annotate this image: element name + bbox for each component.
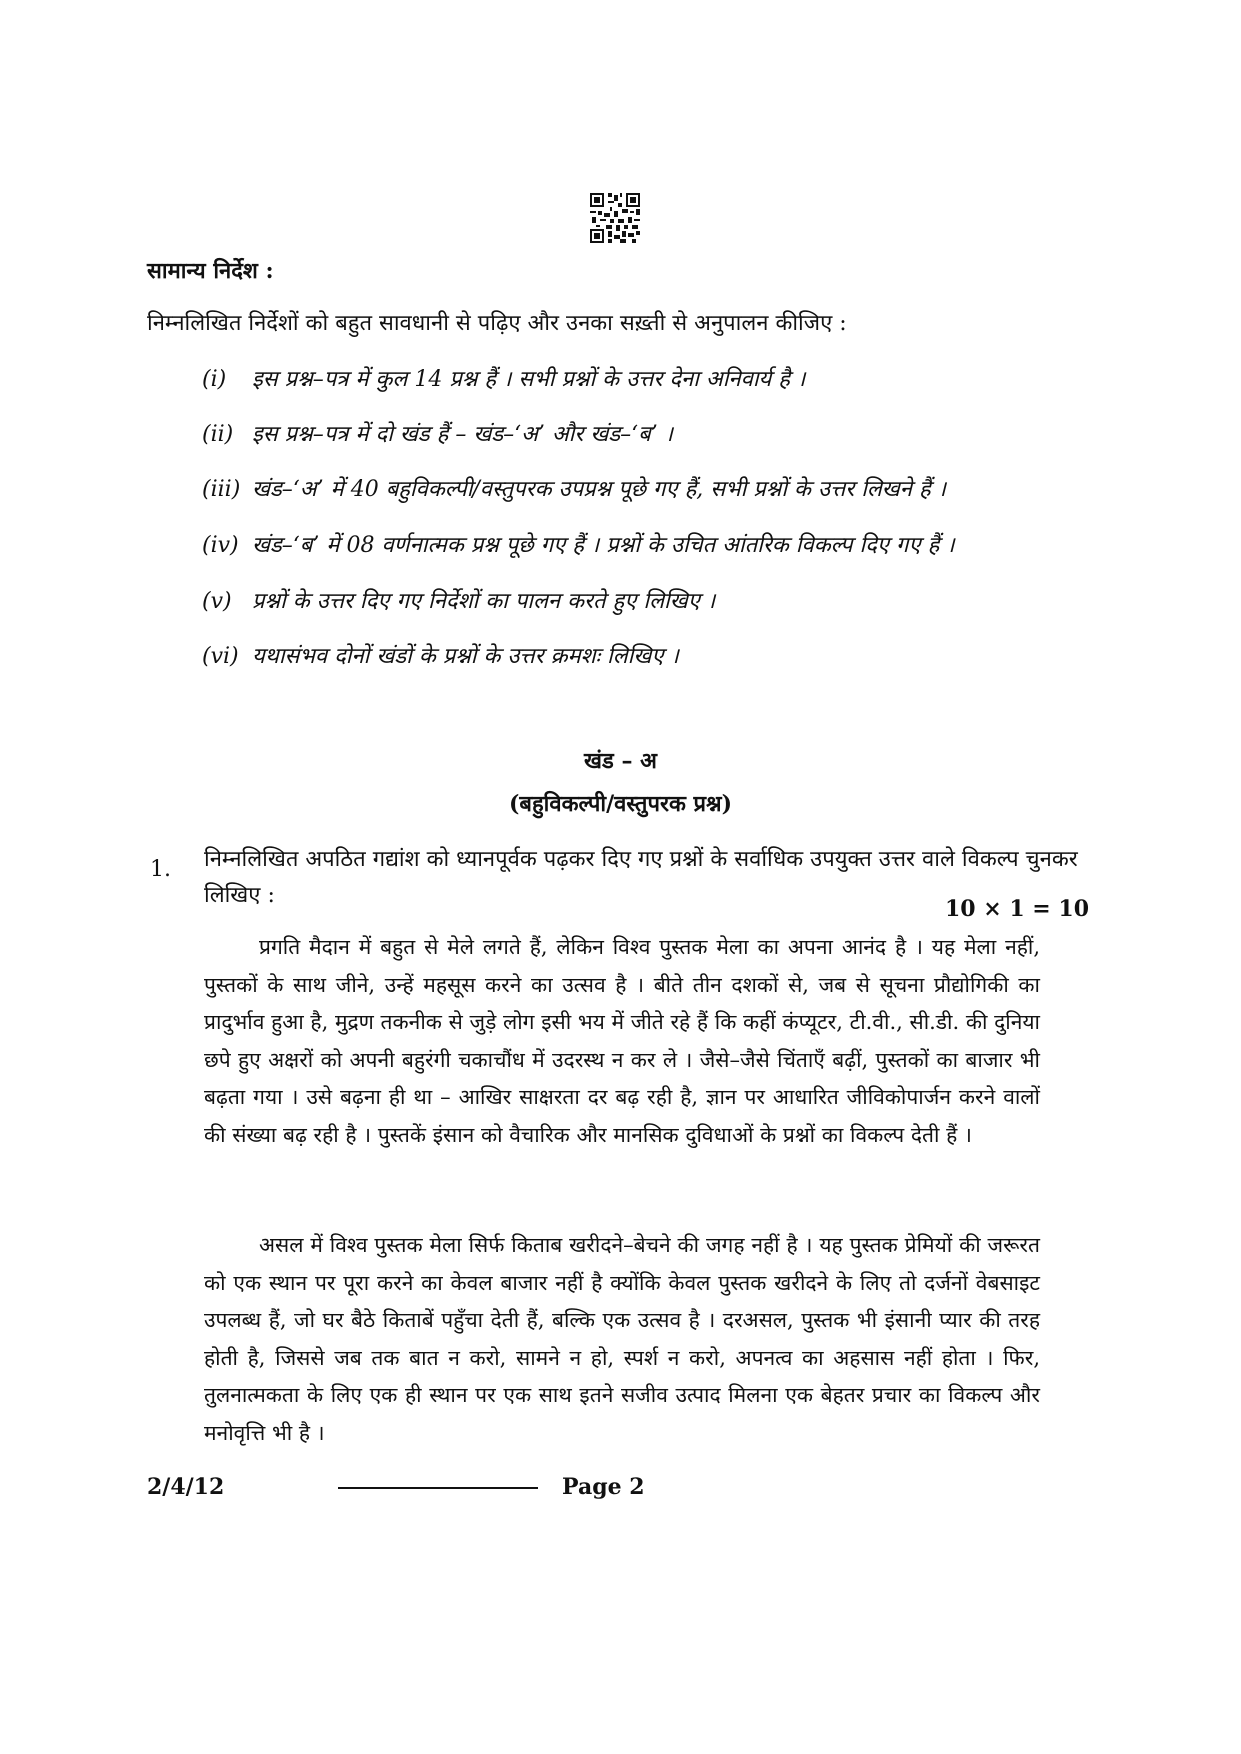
instruction-text: खंड–‘ब’ में 08 वर्णनात्मक प्रश्न पूछे गए हैं । प्रश्नों के उचित आंतरिक विकल्प दिए गए हैं । <box>252 533 955 558</box>
question-number: 1. <box>150 857 171 882</box>
paper-code: 2/4/12 <box>147 1474 225 1500</box>
question-text: निम्नलिखित अपठित गद्यांश को ध्यानपूर्वक पढ़कर दिए गए प्रश्नों के सर्वाधिक उपयुक्त उत्तर वाले विकल्प चुनकर लिखिए : <box>204 847 1078 908</box>
instruction-number: (v) <box>202 589 232 614</box>
instruction-number: (iii) <box>202 477 241 502</box>
section-subtitle: (बहुविकल्पी/वस्तुपरक प्रश्न) <box>508 791 732 817</box>
instruction-number: (vi) <box>202 644 239 669</box>
page-number: Page 2 <box>562 1474 645 1500</box>
instruction-item <box>202 418 673 448</box>
passage-paragraph-2: असल में विश्व पुस्तक मेला सिर्फ किताब खरीदने–बेचने की जगह नहीं है । यह पुस्तक प्रेमियों की जरूरत को एक स्थान पर पूरा करने का केवल बाजार नहीं है क्योंकि केवल पुस्तक खरीदने के लिए तो दर्जनों वेबसाइट उपलब्ध हैं, जो घर बैठे किताबें पहुँचा देती हैं, बल्कि एक उत्सव है । दरअसल, पुस्तक भी इंसानी प्यार की तरह होती है, जिससे जब तक बात न करो, सामने न हो, स्पर्श न करो, अपनत्व का अहसास नहीं होता । फिर, तुलनात्मकता के लिए एक ही स्थान पर एक साथ इतने सजीव उत्पाद मिलना एक बेहतर प्रचार का विकल्प और मनोवृत्ति भी है । <box>204 1233 1040 1445</box>
instruction-number: (iv) <box>202 533 239 558</box>
instruction-item <box>202 363 805 393</box>
instructions-intro: निम्नलिखित निर्देशों को बहुत सावधानी से पढ़िए और उनका सख़्ती से अनुपालन कीजिए : <box>147 311 847 336</box>
instruction-number: (ii) <box>202 422 234 447</box>
general-instructions-heading: सामान्य निर्देश : <box>147 258 274 284</box>
instruction-text: इस प्रश्न–पत्र में दो खंड हैं – खंड–‘अ’ और खंड–‘ब’ । <box>252 422 674 447</box>
instruction-text: इस प्रश्न–पत्र में कुल 14 प्रश्न हैं । सभी प्रश्नों के उत्तर देना अनिवार्य है । <box>252 367 806 392</box>
instruction-item <box>202 585 715 615</box>
instruction-text: खंड–‘अ’ में 40 बहुविकल्पी/वस्तुपरक उपप्रश्न पूछे गए हैं, सभी प्रश्नों के उत्तर लिखने हैं । <box>252 477 947 502</box>
instruction-text: प्रश्नों के उत्तर दिए गए निर्देशों का पालन करते हुए लिखिए । <box>252 589 716 614</box>
instruction-number: (i) <box>202 367 227 392</box>
qr-code-icon <box>590 193 640 243</box>
instruction-text: यथासंभव दोनों खंडों के प्रश्नों के उत्तर क्रमशः लिखिए । <box>252 644 679 669</box>
section-title: खंड – अ <box>584 748 657 774</box>
instruction-item <box>202 640 679 670</box>
question-marks: 10 × 1 = 10 <box>944 896 1089 922</box>
passage-paragraph-1: प्रगति मैदान में बहुत से मेले लगते हैं, लेकिन विश्व पुस्तक मेला का अपना आनंद है । यह मेला नहीं, पुस्तकों के साथ जीने, उन्हें महसूस करने का उत्सव है । बीते तीन दशकों से, जब से सूचना प्रौद्योगिकी का प्रादुर्भाव हुआ है, मुद्रण तकनीक से जुड़े लोग इसी भय में जीते रहे हैं कि कहीं कंप्यूटर, टी.वी., सी.डी. की दुनिया छपे हुए अक्षरों को अपनी बहुरंगी चकाचौंध में उदरस्थ न कर ले । जैसे–जैसे चिंताएँ बढ़ीं, पुस्तकों का बाजार भी बढ़ता गया । उसे बढ़ना ही था – आखिर साक्षरता दर बढ़ रही है, ज्ञान पर आधारित जीविकोपार्जन करने वालों की संख्या बढ़ रही है । पुस्तकें इंसान को वैचारिक और मानसिक दुविधाओं के प्रश्नों का विकल्प देती हैं । <box>204 935 1040 1147</box>
instruction-item <box>202 473 946 503</box>
instruction-item <box>202 529 955 559</box>
footer-divider <box>338 1487 538 1489</box>
